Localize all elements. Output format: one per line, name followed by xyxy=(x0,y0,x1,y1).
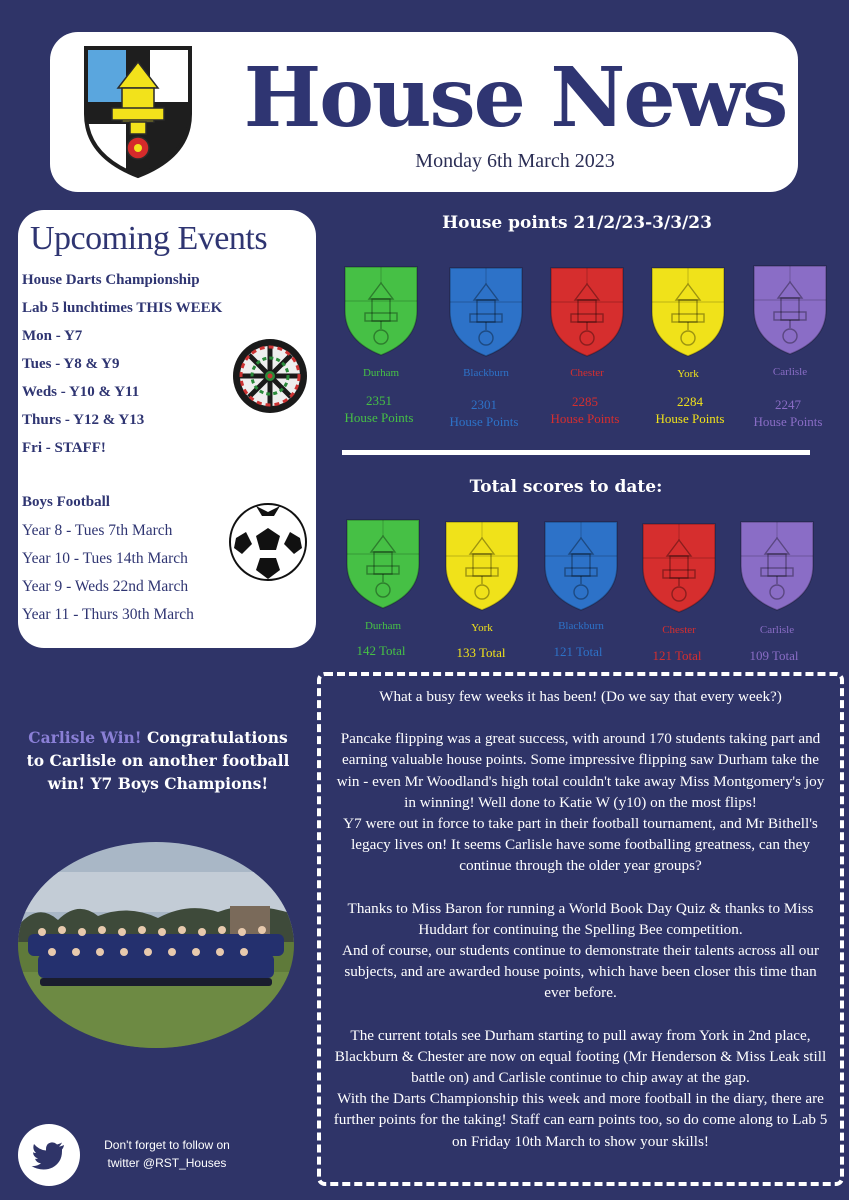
issue-date: Monday 6th March 2023 xyxy=(415,150,615,172)
house-crest-icon xyxy=(82,44,194,180)
darts-day: Weds - Y10 & Y11 xyxy=(22,384,140,400)
darts-location: Lab 5 lunchtimes THIS WEEK xyxy=(22,300,223,316)
upcoming-events-panel xyxy=(18,210,316,648)
news-paragraph: Pancake flipping was a great success, with around 170 students taking part and earning valuable house points. Some impressive flipping saw Durham take the win - even Mr Woodland's high total couldn't take away Miss Montgomery's joy in winning! Well done to Katie W (y10) on the most flips! xyxy=(336,730,825,811)
news-paragraph: Y7 were out in force to take part in their football tournament, and Mr Bithell's legacy lives on! It seems Carlisle have some footballing greatness, can they continue through the older year groups? xyxy=(343,815,818,875)
football-icon xyxy=(228,502,308,582)
section-divider xyxy=(342,450,810,455)
carlisle-shield-icon xyxy=(752,264,828,356)
total-score-value: 121 Total xyxy=(553,644,603,659)
news-paragraph: And of course, our students continue to demonstrate their talents across all our subjects, and are awarded house points, which have been closer this time than ever before. xyxy=(341,942,820,1002)
york-shield-icon xyxy=(650,266,726,358)
house-points-value: 2301 House Points xyxy=(449,397,519,429)
house-points-value: 2247 House Points xyxy=(753,397,823,429)
twitter-follow-text: Don't forget to follow on twitter @RST_Houses xyxy=(104,1138,230,1170)
carlisle-win-message: Congratulations to Carlisle on another football win! Y7 Boys Champions! xyxy=(26,728,290,793)
total-score-value: 109 Total xyxy=(749,648,799,663)
carlisle-win-highlight: Carlisle Win! xyxy=(28,728,142,747)
team-photo xyxy=(18,842,294,1048)
chester-shield-icon xyxy=(549,266,625,358)
team-photo-image xyxy=(18,842,294,1048)
dartboard-icon xyxy=(232,338,308,414)
house-name: Blackburn xyxy=(558,620,604,632)
house-points-title: House points 21/2/23-3/3/23 xyxy=(442,213,712,233)
house-name: Chester xyxy=(662,624,696,636)
page-title: House News xyxy=(243,50,787,146)
house-name: Chester xyxy=(570,367,604,379)
house-name: York xyxy=(471,622,493,634)
news-article xyxy=(317,672,844,1186)
york-total-shield-icon xyxy=(444,520,520,612)
house-points-value: 2284 House Points xyxy=(655,394,725,426)
house-name: Durham xyxy=(364,620,402,632)
football-fixture: Year 8 - Tues 7th March xyxy=(22,522,173,539)
football-fixture: Year 10 - Tues 14th March xyxy=(22,550,188,567)
news-paragraph: The current totals see Durham starting to pull away from York in 2nd place, Blackburn & Chester are now on equal footing (Mr Henderson & Miss Leak still battle on) and Carlisle continue to chip away at the gap. xyxy=(334,1026,827,1087)
total-score-value: 133 Total xyxy=(456,645,506,660)
carlisle-total-shield-icon xyxy=(739,520,815,612)
total-score-value: 121 Total xyxy=(652,648,702,663)
twitter-bird-icon xyxy=(18,1124,80,1186)
darts-day: Mon - Y7 xyxy=(22,328,83,344)
darts-day: Thurs - Y12 & Y13 xyxy=(22,412,145,428)
news-paragraph: With the Darts Championship this week and more football in the diary, there are further points for the taking! Staff can earn points too, so do come along to Lab 5 on Friday 10th March to show your skills! xyxy=(333,1090,828,1150)
house-name: Blackburn xyxy=(463,367,509,379)
house-points-value: 2285 House Points xyxy=(550,394,620,426)
football-fixture: Year 9 - Weds 22nd March xyxy=(22,578,189,595)
blackburn-shield-icon xyxy=(448,266,524,358)
total-scores-title: Total scores to date: xyxy=(469,477,663,497)
house-name: Carlisle xyxy=(759,624,795,636)
news-paragraph: Thanks to Miss Baron for running a World Book Day Quiz & thanks to Miss Huddart for continuing the Spelling Bee competition. xyxy=(347,899,814,938)
darts-title: House Darts Championship xyxy=(22,272,200,288)
football-title: Boys Football xyxy=(22,494,110,510)
header-banner xyxy=(50,32,798,192)
house-name: Carlisle xyxy=(772,366,808,378)
durham-total-shield-icon xyxy=(345,518,421,610)
chester-total-shield-icon xyxy=(641,522,717,614)
blackburn-total-shield-icon xyxy=(543,520,619,612)
house-name: York xyxy=(677,368,699,380)
football-fixture: Year 11 - Thurs 30th March xyxy=(22,606,194,623)
darts-day: Tues - Y8 & Y9 xyxy=(22,356,120,372)
twitter-link[interactable] xyxy=(18,1124,80,1186)
house-points-value: 2351 House Points xyxy=(344,393,414,425)
total-score-value: 142 Total xyxy=(356,643,406,658)
events-heading: Upcoming Events xyxy=(30,220,268,257)
carlisle-win-headline xyxy=(18,726,298,795)
darts-day: Fri - STAFF! xyxy=(22,440,106,456)
durham-shield-icon xyxy=(343,265,419,357)
house-name: Durham xyxy=(362,367,400,379)
news-paragraph: What a busy few weeks it has been! (Do we say that every week?) xyxy=(379,688,782,705)
